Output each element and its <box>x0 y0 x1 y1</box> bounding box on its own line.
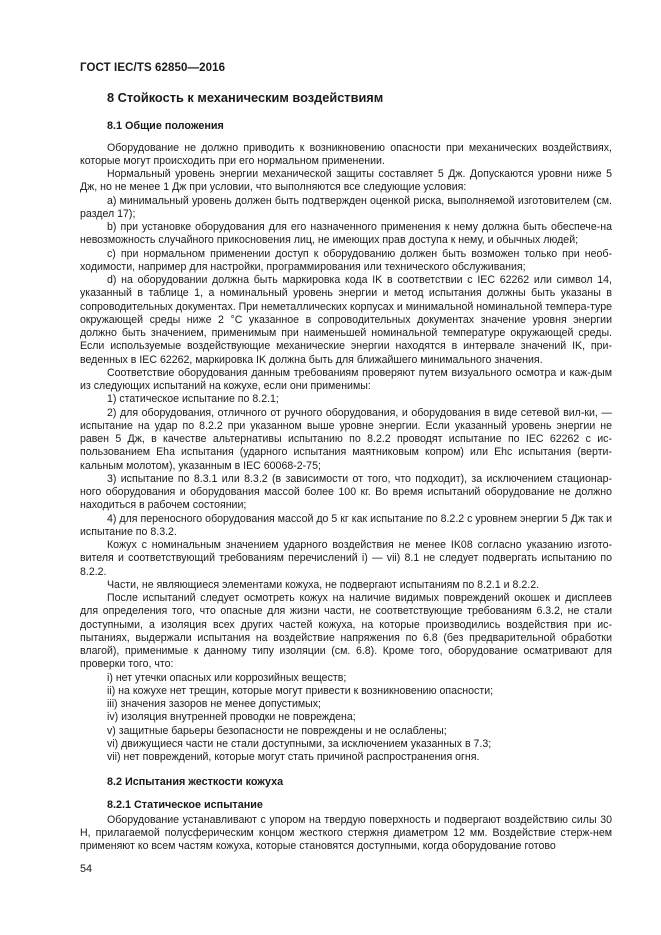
paragraph: Оборудование не должно приводить к возникновению опасности при механических воздействиях, которые могут происходить при его нормальном применении. <box>80 141 612 167</box>
paragraph: Части, не являющиеся элементами кожуха, не подвергают испытаниям по 8.2.1 и 8.2.2. <box>107 578 540 591</box>
page-number: 54 <box>80 863 93 875</box>
paragraph: После испытаний следует осмотреть кожух на наличие видимых повреждений окошек и дисплеев для определения того, что опасные для жизни части, не соответствующие требованиям 6.3.2, не стали доступными, а изоляция всех других частей кожуха, на которые производились воздействия при ис-пытаниях, выдержали испытания на воздействие напряжения по 6.8 (без предварительной обработки влагой), применимые к данному типу изоляции (см. 6.8). Кроме того, оборудование осматривают для проверки того, что: <box>80 592 612 671</box>
list-item-3: 3) испытание по 8.3.1 или 8.3.2 (в зависимости от того, что подходит), за исключением стационар-ного оборудования и оборудования массой более 100 кг. Во время испытаний оборудование не должно находиться в рабочем состоянии; <box>80 472 612 512</box>
list-item-a: a) минимальный уровень должен быть подтвержден оценкой риска, выполняемой изготовителем (см. раздел 17); <box>80 194 612 220</box>
subsection-8-1-heading: 8.1 Общие положения <box>107 120 224 133</box>
list-item-c: c) при нормальном применении доступ к оборудованию должен быть возможен только при необ-ходимости, например для настройки, программирования или технического обслуживания; <box>80 247 612 273</box>
list-item-vii: vii) нет повреждений, которые могут стать причиной распространения огня. <box>107 751 480 763</box>
list-item-vi: vi) движущиеся части не стали доступными, за исключением указанных в 7.3; <box>107 737 492 750</box>
subsection-8-2-heading: 8.2 Испытания жесткости кожуха <box>107 776 284 789</box>
paragraph: Оборудование устанавливают с упором на твердую поверхность и подвергают воздействию силы 30 Н, прилагаемой полусферическим концом жесткого стержня диаметром 12 мм. Воздействие стерж-нем применяют ко всем частям кожуха, которые становятся доступными, когда оборудование готово <box>80 813 612 853</box>
list-item-d: d) на оборудовании должна быть маркировка кода IK в соответствии с IEC 62262 или символ 14, указанный в таблице 1, а номинальный уровень энергии и метод испытания должны быть указаны в сопроводительных документах. При неметаллических корпусах и минимальной номинальной темпера-туре окружающей среды ниже 2 °С указанное в сопроводительных документах значение уровня энергии должно быть значением, применимым при наименьшей номинальной температуре окружающей среды. Если используемые воздействующие механические энергии находятся в интервале значений IK, при-веденных в IEC 62262, маркировка IK должна быть для ближайшего минимального значения. <box>80 274 612 366</box>
list-item-4: 4) для переносного оборудования массой до 5 кг как испытание по 8.2.2 с уровнем энергии 5 Дж так и испытание по 8.3.2. <box>80 512 612 538</box>
paragraph: Кожух с номинальным значением ударного воздействия не менее IK08 согласно указанию изгото-вителя и соответствующий требованиям перечислений i) — vii) 8.1 не следует подвергать испытанию по 8.2.2. <box>80 539 612 578</box>
paragraph: Соответствие оборудования данным требованиям проверяют путем визуального осмотра и каж-дым из следующих испытаний на кожухе, если они применимы: <box>80 366 612 392</box>
list-item-v: v) защитные барьеры безопасности не повреждены и не ослаблены; <box>107 724 447 737</box>
document-body <box>80 91 612 854</box>
list-item-1: 1) статическое испытание по 8.2.1; <box>107 393 279 406</box>
list-item-iii: iii) значения зазоров не менее допустимых; <box>107 698 322 710</box>
document-standard-code: ГОСТ IEC/TS 62850—2016 <box>80 62 226 74</box>
list-item-2: 2) для оборудования, отличного от ручного оборудования, и оборудования в виде сетевой вил-ки, — испытание на удар по 8.2.2 при указанном выше уровне энергии. Если указанный уровень энергии не равен 5 Дж, в качестве альтернативы испытанию по 8.2.2 проводят испытание по IEC 62262 с ис-пользованием Eha испытания (ударного испытания маятниковым копром) или Ehc испытания (верти-кальным молотом), указанным в IEC 60068-2-75; <box>80 406 612 472</box>
list-item-ii: ii) на кожухе нет трещин, которые могут привести к возникновению опасности; <box>107 684 494 697</box>
list-item-iv: iv) изоляция внутренней проводки не повреждена; <box>107 711 356 724</box>
list-item-b: b) при установке оборудования для его назначенного применения к нему должна быть обеспече-на невозможность случайного прикосновения лиц, не имеющих прав доступа к нему, и обычных людей; <box>80 221 612 247</box>
section-8-heading: 8 Стойкость к механическим воздействиям <box>107 90 384 105</box>
paragraph: Нормальный уровень энергии механической защиты составляет 5 Дж. Допускаются уровни ниже 5 Дж, но не менее 1 Дж при условии, что выполняются все следующие условия: <box>80 168 612 194</box>
subsection-8-2-1-heading: 8.2.1 Статическое испытание <box>107 798 263 811</box>
list-item-i: i) нет утечки опасных или коррозийных веществ; <box>107 671 347 684</box>
